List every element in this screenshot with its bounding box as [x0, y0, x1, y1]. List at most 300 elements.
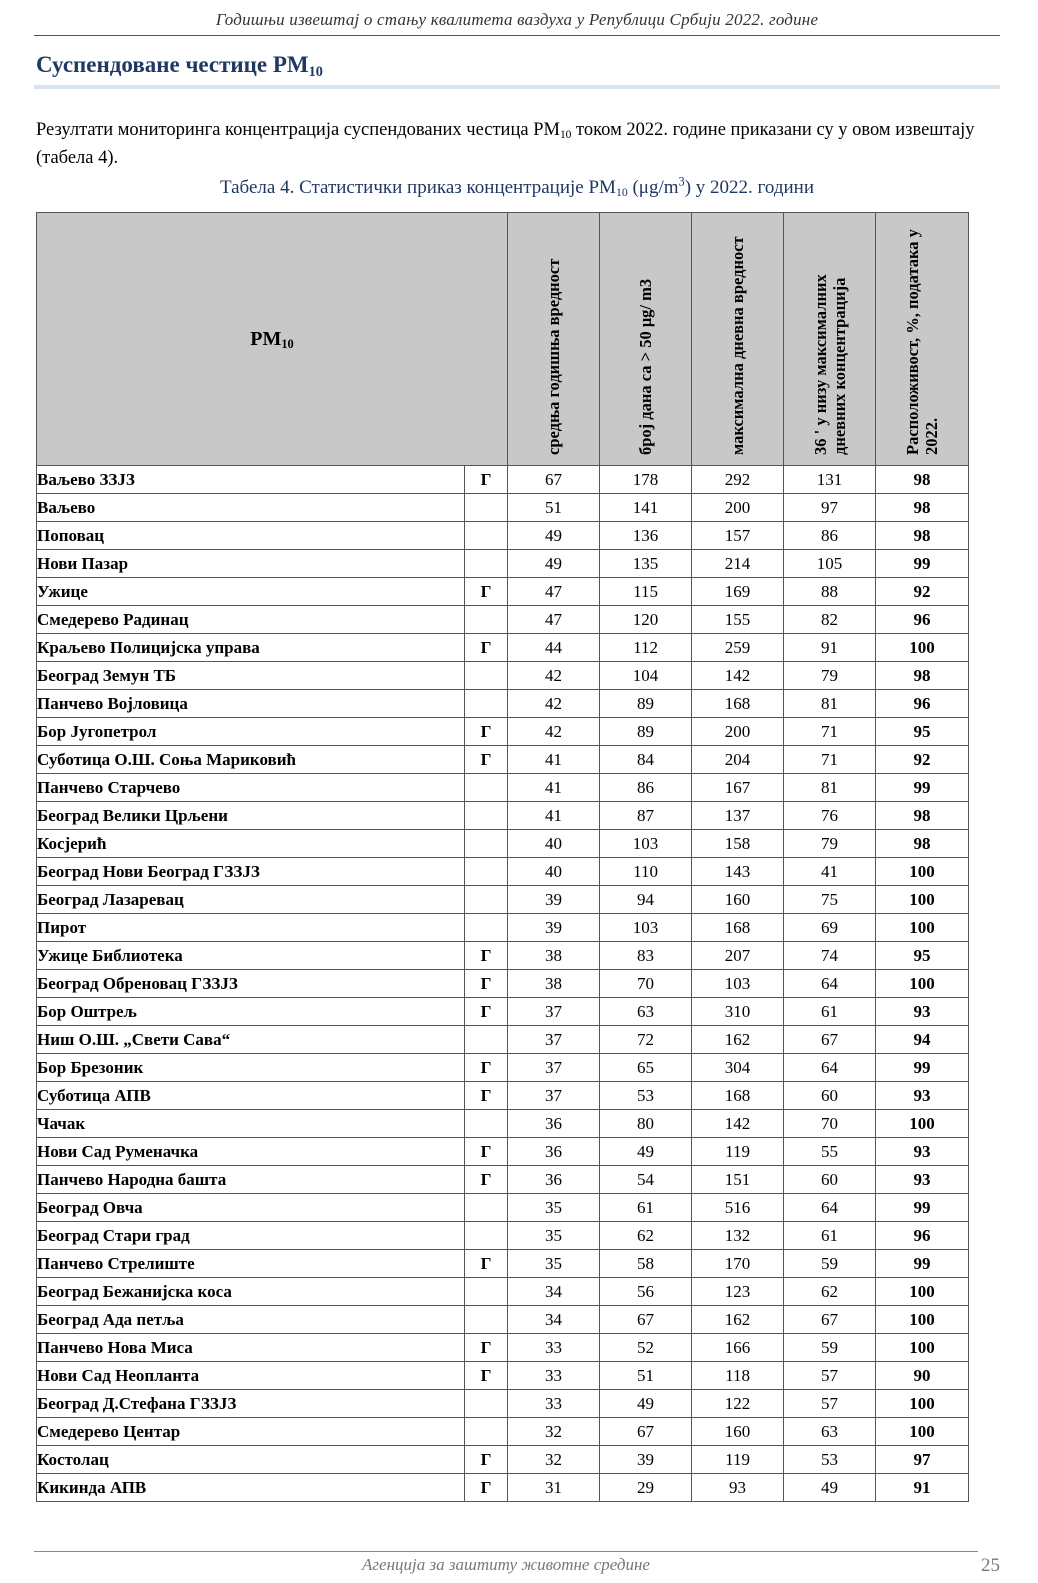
cell-days: 103 [600, 914, 692, 942]
cell-days: 67 [600, 1306, 692, 1334]
cell-p36: 82 [784, 606, 876, 634]
cell-days: 178 [600, 466, 692, 494]
cell-p36: 67 [784, 1306, 876, 1334]
cell-mean: 36 [508, 1138, 600, 1166]
cell-avail: 100 [876, 1278, 969, 1306]
cell-p36: 57 [784, 1390, 876, 1418]
cell-max: 516 [692, 1194, 784, 1222]
cell-max: 93 [692, 1474, 784, 1502]
row-header-subscript: 10 [281, 336, 294, 351]
cell-days: 103 [600, 830, 692, 858]
cell-mean: 40 [508, 858, 600, 886]
cell-name: Пирот [37, 914, 465, 942]
cell-mean: 38 [508, 970, 600, 998]
cell-max: 123 [692, 1278, 784, 1306]
cell-avail: 96 [876, 1222, 969, 1250]
table-row [37, 522, 969, 550]
cell-flag [465, 1194, 508, 1222]
cell-mean: 33 [508, 1334, 600, 1362]
table-header-row [37, 213, 969, 466]
cell-days: 49 [600, 1390, 692, 1418]
cell-days: 94 [600, 886, 692, 914]
cell-p36: 64 [784, 970, 876, 998]
cell-mean: 39 [508, 886, 600, 914]
cell-flag: Г [465, 1250, 508, 1278]
cell-flag: Г [465, 998, 508, 1026]
cell-max: 157 [692, 522, 784, 550]
cell-flag [465, 914, 508, 942]
table-row [37, 494, 969, 522]
cell-flag: Г [465, 466, 508, 494]
cell-days: 72 [600, 1026, 692, 1054]
cell-max: 137 [692, 802, 784, 830]
cell-avail: 100 [876, 1418, 969, 1446]
cell-name: Београд Нови Београд ГЗЗЈЗ [37, 858, 465, 886]
cell-avail: 100 [876, 1390, 969, 1418]
cell-flag: Г [465, 1446, 508, 1474]
cell-flag: Г [465, 578, 508, 606]
cell-flag [465, 1306, 508, 1334]
cell-p36: 41 [784, 858, 876, 886]
table-row [37, 970, 969, 998]
cell-days: 49 [600, 1138, 692, 1166]
cell-p36: 79 [784, 662, 876, 690]
cell-name: Панчево Војловица [37, 690, 465, 718]
cell-flag [465, 606, 508, 634]
cell-p36: 86 [784, 522, 876, 550]
cell-avail: 100 [876, 914, 969, 942]
table-row [37, 1446, 969, 1474]
cell-mean: 37 [508, 1082, 600, 1110]
table-row [37, 886, 969, 914]
cell-max: 200 [692, 718, 784, 746]
cell-flag [465, 662, 508, 690]
cell-p36: 61 [784, 1222, 876, 1250]
cell-avail: 98 [876, 522, 969, 550]
cell-name: Београд Земун ТБ [37, 662, 465, 690]
cell-avail: 100 [876, 1110, 969, 1138]
cell-max: 143 [692, 858, 784, 886]
cell-avail: 99 [876, 1054, 969, 1082]
table-row [37, 1306, 969, 1334]
intro-text-2: током 2022. године приказани су у овом извештају (табела 4). [36, 120, 975, 168]
table-row [37, 914, 969, 942]
table-row [37, 1390, 969, 1418]
cell-avail: 99 [876, 550, 969, 578]
cell-mean: 51 [508, 494, 600, 522]
intro-text-1: Резултати мониторинга концентрација суспендованих честица PM [36, 120, 560, 140]
cell-mean: 33 [508, 1390, 600, 1418]
cell-flag [465, 830, 508, 858]
cell-flag: Г [465, 746, 508, 774]
cell-name: Бор Брезоник [37, 1054, 465, 1082]
cell-max: 200 [692, 494, 784, 522]
cell-p36: 67 [784, 1026, 876, 1054]
cell-max: 119 [692, 1138, 784, 1166]
cell-max: 142 [692, 662, 784, 690]
cell-p36: 60 [784, 1166, 876, 1194]
cell-days: 83 [600, 942, 692, 970]
cell-avail: 95 [876, 942, 969, 970]
cell-max: 214 [692, 550, 784, 578]
cell-mean: 41 [508, 774, 600, 802]
column-header-days [600, 213, 692, 466]
cell-days: 87 [600, 802, 692, 830]
column-header-mean-label: средња годишња вредност [544, 258, 564, 455]
cell-p36: 62 [784, 1278, 876, 1306]
cell-mean: 34 [508, 1278, 600, 1306]
row-header-cell [37, 213, 508, 466]
cell-name: Краљево Полицијска управа [37, 634, 465, 662]
cell-p36: 75 [784, 886, 876, 914]
column-header-mean [508, 213, 600, 466]
cell-avail: 98 [876, 830, 969, 858]
cell-mean: 47 [508, 578, 600, 606]
cell-name: Суботица АПВ [37, 1082, 465, 1110]
cell-p36: 91 [784, 634, 876, 662]
table-row [37, 998, 969, 1026]
cell-name: Костолац [37, 1446, 465, 1474]
cell-max: 168 [692, 690, 784, 718]
cell-name: Београд Овча [37, 1194, 465, 1222]
cell-days: 65 [600, 1054, 692, 1082]
section-title-subscript: 10 [308, 63, 323, 80]
cell-max: 160 [692, 886, 784, 914]
cell-p36: 97 [784, 494, 876, 522]
cell-name: Бор Југопетрол [37, 718, 465, 746]
cell-flag [465, 858, 508, 886]
table-row [37, 802, 969, 830]
cell-max: 310 [692, 998, 784, 1026]
cell-flag: Г [465, 1362, 508, 1390]
cell-avail: 97 [876, 1446, 969, 1474]
table-row [37, 1138, 969, 1166]
footer-divider [34, 1551, 978, 1552]
table-row [37, 1474, 969, 1502]
cell-mean: 39 [508, 914, 600, 942]
column-header-max [692, 213, 784, 466]
cell-mean: 41 [508, 746, 600, 774]
cell-avail: 100 [876, 1334, 969, 1362]
cell-name: Чачак [37, 1110, 465, 1138]
cell-name: Београд Ада петља [37, 1306, 465, 1334]
cell-mean: 32 [508, 1418, 600, 1446]
cell-p36: 69 [784, 914, 876, 942]
intro-subscript: 10 [559, 128, 572, 141]
cell-avail: 99 [876, 1250, 969, 1278]
table-row [37, 1166, 969, 1194]
running-header: Годишњи извештај о стању квалитета ваздуха у Републици Србији 2022. године [215, 10, 819, 29]
cell-flag [465, 1110, 508, 1138]
cell-mean: 33 [508, 1362, 600, 1390]
page-number: 25 [981, 1555, 1000, 1576]
cell-name: Смедерево Центар [37, 1418, 465, 1446]
header-divider [34, 35, 1000, 36]
cell-days: 120 [600, 606, 692, 634]
cell-max: 259 [692, 634, 784, 662]
column-header-36th-label: 36 ' у низу максималних дневних концентрација [810, 274, 849, 455]
cell-flag [465, 1222, 508, 1250]
cell-max: 166 [692, 1334, 784, 1362]
cell-avail: 98 [876, 662, 969, 690]
cell-p36: 53 [784, 1446, 876, 1474]
cell-flag: Г [465, 1138, 508, 1166]
table-row [37, 606, 969, 634]
cell-flag: Г [465, 1334, 508, 1362]
cell-days: 61 [600, 1194, 692, 1222]
cell-days: 70 [600, 970, 692, 998]
cell-flag: Г [465, 634, 508, 662]
cell-max: 168 [692, 1082, 784, 1110]
cell-p36: 105 [784, 550, 876, 578]
cell-name: Београд Велики Црљени [37, 802, 465, 830]
cell-max: 204 [692, 746, 784, 774]
cell-p36: 79 [784, 830, 876, 858]
cell-p36: 76 [784, 802, 876, 830]
table-row [37, 1222, 969, 1250]
cell-p36: 70 [784, 1110, 876, 1138]
table-row [37, 466, 969, 494]
cell-flag: Г [465, 970, 508, 998]
table-row [37, 1418, 969, 1446]
cell-days: 86 [600, 774, 692, 802]
cell-mean: 42 [508, 690, 600, 718]
cell-name: Панчево Народна башта [37, 1166, 465, 1194]
caption-text-1: Табела 4. Статистички приказ концентрације PM [219, 177, 616, 198]
table-row [37, 1082, 969, 1110]
cell-days: 110 [600, 858, 692, 886]
cell-p36: 49 [784, 1474, 876, 1502]
cell-days: 136 [600, 522, 692, 550]
cell-avail: 100 [876, 858, 969, 886]
cell-days: 51 [600, 1362, 692, 1390]
cell-p36: 57 [784, 1362, 876, 1390]
cell-p36: 59 [784, 1334, 876, 1362]
cell-flag: Г [465, 1054, 508, 1082]
cell-days: 54 [600, 1166, 692, 1194]
caption-subscript: 10 [615, 185, 628, 199]
cell-name: Панчево Старчево [37, 774, 465, 802]
cell-days: 141 [600, 494, 692, 522]
cell-avail: 100 [876, 970, 969, 998]
cell-max: 160 [692, 1418, 784, 1446]
cell-flag: Г [465, 1166, 508, 1194]
cell-flag [465, 1418, 508, 1446]
cell-name: Бор Оштрељ [37, 998, 465, 1026]
table-row [37, 1026, 969, 1054]
cell-days: 29 [600, 1474, 692, 1502]
cell-avail: 100 [876, 1306, 969, 1334]
cell-p36: 55 [784, 1138, 876, 1166]
cell-mean: 49 [508, 522, 600, 550]
column-header-days-label: број дана са > 50 μg/ m3 [636, 278, 656, 455]
table-row [37, 550, 969, 578]
cell-flag: Г [465, 1082, 508, 1110]
cell-avail: 94 [876, 1026, 969, 1054]
table-row [37, 1194, 969, 1222]
intro-paragraph [36, 117, 1000, 171]
cell-max: 119 [692, 1446, 784, 1474]
cell-max: 122 [692, 1390, 784, 1418]
cell-mean: 37 [508, 998, 600, 1026]
table-row [37, 1278, 969, 1306]
cell-p36: 74 [784, 942, 876, 970]
cell-mean: 31 [508, 1474, 600, 1502]
cell-avail: 99 [876, 1194, 969, 1222]
table-row [37, 1110, 969, 1138]
cell-name: Нови Сад Неопланта [37, 1362, 465, 1390]
cell-avail: 100 [876, 634, 969, 662]
cell-max: 304 [692, 1054, 784, 1082]
cell-max: 170 [692, 1250, 784, 1278]
cell-mean: 67 [508, 466, 600, 494]
cell-mean: 49 [508, 550, 600, 578]
cell-max: 151 [692, 1166, 784, 1194]
cell-p36: 81 [784, 774, 876, 802]
cell-p36: 71 [784, 718, 876, 746]
cell-avail: 98 [876, 494, 969, 522]
cell-mean: 42 [508, 718, 600, 746]
cell-name: Нови Пазар [37, 550, 465, 578]
cell-avail: 95 [876, 718, 969, 746]
cell-name: Ужице Библиотека [37, 942, 465, 970]
cell-flag: Г [465, 1474, 508, 1502]
section-title-text: Суспендоване честице PM [36, 52, 309, 77]
cell-days: 63 [600, 998, 692, 1026]
cell-days: 58 [600, 1250, 692, 1278]
cell-avail: 92 [876, 578, 969, 606]
cell-avail: 93 [876, 998, 969, 1026]
cell-max: 167 [692, 774, 784, 802]
column-header-availability-label: Расположивост, %, података у 2022. [903, 229, 942, 455]
cell-days: 89 [600, 718, 692, 746]
cell-days: 39 [600, 1446, 692, 1474]
cell-mean: 37 [508, 1054, 600, 1082]
cell-max: 103 [692, 970, 784, 998]
cell-name: Ваљево [37, 494, 465, 522]
cell-max: 292 [692, 466, 784, 494]
cell-avail: 100 [876, 886, 969, 914]
cell-days: 67 [600, 1418, 692, 1446]
cell-p36: 71 [784, 746, 876, 774]
cell-max: 158 [692, 830, 784, 858]
table-row [37, 634, 969, 662]
cell-days: 56 [600, 1278, 692, 1306]
column-header-max-label: максимална дневна вредност [728, 236, 748, 455]
caption-superscript: 3 [678, 174, 685, 189]
title-underline [34, 85, 1000, 89]
cell-p36: 60 [784, 1082, 876, 1110]
cell-name: Београд Лазаревац [37, 886, 465, 914]
table-row [37, 1362, 969, 1390]
cell-avail: 98 [876, 466, 969, 494]
table-row [37, 690, 969, 718]
cell-mean: 47 [508, 606, 600, 634]
cell-name: Београд Обреновац ГЗЗЈЗ [37, 970, 465, 998]
table-row [37, 578, 969, 606]
cell-days: 62 [600, 1222, 692, 1250]
cell-flag [465, 550, 508, 578]
cell-mean: 35 [508, 1222, 600, 1250]
table-row [37, 942, 969, 970]
cell-mean: 38 [508, 942, 600, 970]
cell-avail: 93 [876, 1166, 969, 1194]
cell-p36: 131 [784, 466, 876, 494]
cell-mean: 41 [508, 802, 600, 830]
cell-avail: 91 [876, 1474, 969, 1502]
table-row [37, 746, 969, 774]
cell-mean: 44 [508, 634, 600, 662]
cell-days: 112 [600, 634, 692, 662]
cell-flag [465, 802, 508, 830]
cell-mean: 35 [508, 1194, 600, 1222]
cell-days: 115 [600, 578, 692, 606]
cell-max: 118 [692, 1362, 784, 1390]
cell-avail: 93 [876, 1082, 969, 1110]
cell-avail: 96 [876, 606, 969, 634]
cell-mean: 40 [508, 830, 600, 858]
table-row [37, 1054, 969, 1082]
cell-name: Поповац [37, 522, 465, 550]
footer-agency: Агенција за заштиту животне средине [362, 1555, 650, 1574]
table-row [37, 718, 969, 746]
cell-mean: 34 [508, 1306, 600, 1334]
cell-max: 162 [692, 1306, 784, 1334]
cell-max: 132 [692, 1222, 784, 1250]
cell-name: Панчево Нова Миса [37, 1334, 465, 1362]
cell-avail: 92 [876, 746, 969, 774]
cell-name: Београд Стари град [37, 1222, 465, 1250]
column-header-availability [876, 213, 969, 466]
table-row [37, 830, 969, 858]
cell-p36: 64 [784, 1194, 876, 1222]
cell-p36: 63 [784, 1418, 876, 1446]
cell-name: Панчево Стрелиште [37, 1250, 465, 1278]
cell-flag [465, 690, 508, 718]
caption-text-3: ) у 2022. години [684, 177, 814, 198]
cell-name: Ужице [37, 578, 465, 606]
cell-avail: 93 [876, 1138, 969, 1166]
cell-days: 89 [600, 690, 692, 718]
table-caption [34, 174, 1000, 199]
cell-name: Кикинда АПВ [37, 1474, 465, 1502]
cell-days: 104 [600, 662, 692, 690]
cell-p36: 88 [784, 578, 876, 606]
table-row [37, 1250, 969, 1278]
cell-days: 135 [600, 550, 692, 578]
cell-mean: 36 [508, 1166, 600, 1194]
cell-days: 84 [600, 746, 692, 774]
cell-days: 52 [600, 1334, 692, 1362]
pm10-statistics-table [36, 212, 969, 1502]
cell-flag: Г [465, 942, 508, 970]
cell-name: Београд Бежанијска коса [37, 1278, 465, 1306]
row-header-label: PM [250, 327, 282, 350]
cell-max: 207 [692, 942, 784, 970]
cell-max: 162 [692, 1026, 784, 1054]
cell-days: 80 [600, 1110, 692, 1138]
cell-flag [465, 522, 508, 550]
cell-flag [465, 1278, 508, 1306]
cell-max: 142 [692, 1110, 784, 1138]
cell-mean: 32 [508, 1446, 600, 1474]
section-title [36, 52, 323, 78]
caption-text-2: (μg/m [627, 177, 679, 198]
cell-name: Нови Сад Руменачка [37, 1138, 465, 1166]
cell-name: Суботица О.Ш. Соња Мариковић [37, 746, 465, 774]
cell-name: Ваљево ЗЗЈЗ [37, 466, 465, 494]
cell-flag: Г [465, 718, 508, 746]
